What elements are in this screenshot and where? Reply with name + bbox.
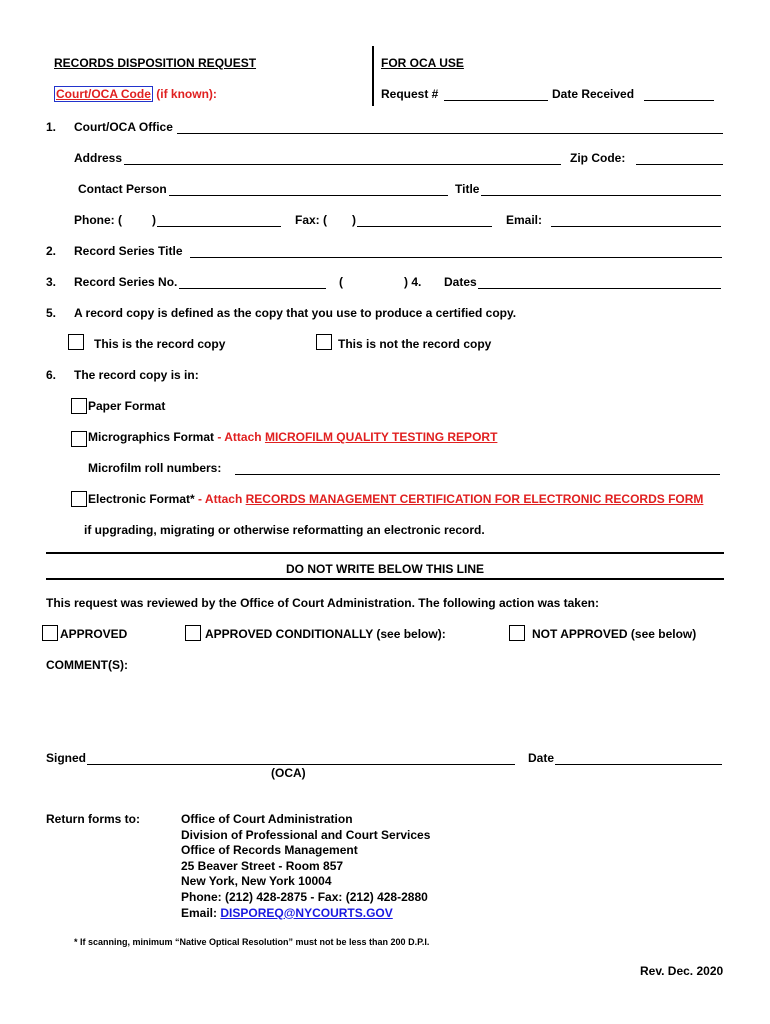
fax-close-paren: ): [352, 213, 356, 227]
do-not-write-label: DO NOT WRITE BELOW THIS LINE: [286, 562, 484, 576]
signed-date-field[interactable]: [555, 764, 722, 765]
address-field[interactable]: [124, 164, 561, 165]
roll-numbers-label: Microfilm roll numbers:: [88, 461, 222, 475]
email-field[interactable]: [551, 226, 721, 227]
micrographics-format-label: Micrographics Format: [88, 430, 215, 444]
series-title-field[interactable]: [190, 257, 722, 258]
signed-label: Signed: [46, 751, 87, 765]
form-title: RECORDS DISPOSITION REQUEST: [54, 56, 257, 70]
oca-use-label: FOR OCA USE: [381, 56, 464, 70]
not-record-copy-label: This is not the record copy: [338, 337, 492, 351]
attach-label-2: - Attach: [198, 492, 243, 506]
copy-in-label: The record copy is in:: [74, 368, 199, 382]
request-number-label: Request #: [381, 87, 439, 101]
date-received-label: Date Received: [552, 87, 635, 101]
electronic-records-form-link[interactable]: RECORDS MANAGEMENT CERTIFICATION FOR ELECTRONIC RECORDS FORM: [245, 492, 704, 506]
fax-label: Fax: (: [295, 213, 328, 227]
reviewed-text: This request was reviewed by the Office of Court Administration. The following action was taken:: [46, 596, 599, 610]
attach-label: - Attach: [217, 430, 262, 444]
paper-format-checkbox[interactable]: [71, 398, 87, 414]
request-number-field[interactable]: [444, 100, 548, 101]
approved-conditionally-checkbox[interactable]: [185, 625, 201, 641]
phone-field[interactable]: [157, 226, 281, 227]
address-line: New York, New York 10004: [181, 874, 332, 889]
email-line: [181, 906, 430, 922]
not-approved-checkbox[interactable]: [509, 625, 525, 641]
zip-field[interactable]: [636, 164, 723, 165]
address-line: Phone: (212) 428-2875 - Fax: (212) 428-2880: [181, 889, 428, 904]
scanning-footnote: * If scanning, minimum “Native Optical Resolution” must not be less than 200 D.P.I.: [74, 937, 430, 947]
roll-numbers-field[interactable]: [235, 474, 720, 475]
office-field[interactable]: [177, 133, 723, 134]
contact-field[interactable]: [169, 195, 448, 196]
address-label: Address: [74, 151, 123, 165]
address-line: Office of Court Administration: [181, 812, 353, 826]
if-known-label: (if known):: [156, 87, 217, 101]
office-label: Court/OCA Office: [74, 120, 173, 134]
approved-label: APPROVED: [60, 627, 128, 641]
contact-label: Contact Person: [78, 182, 167, 196]
return-email-link[interactable]: DISPOREQ@NYCOURTS.GOV: [220, 905, 393, 920]
zip-label: Zip Code:: [570, 151, 626, 165]
micrographics-format-checkbox[interactable]: [71, 431, 87, 447]
not-approved-label: NOT APPROVED (see below): [532, 627, 697, 641]
electronic-row: [88, 492, 703, 506]
return-address: [181, 812, 430, 921]
electronic-format-checkbox[interactable]: [71, 491, 87, 507]
series-no-paren-open: (: [339, 275, 343, 289]
not-record-copy-checkbox[interactable]: [316, 334, 332, 350]
paper-format-label: Paper Format: [88, 399, 166, 413]
record-copy-definition: A record copy is defined as the copy that you use to produce a certified copy.: [74, 306, 517, 320]
item-4-number: ) 4.: [404, 275, 422, 289]
header-divider: [372, 46, 374, 106]
approved-checkbox[interactable]: [42, 625, 58, 641]
micrographics-row: [88, 430, 497, 444]
upgrading-note: if upgrading, migrating or otherwise reformatting an electronic record.: [84, 523, 485, 537]
return-email-label: Email:: [181, 905, 218, 920]
address-line: Office of Records Management: [181, 843, 358, 858]
microfilm-report-link[interactable]: MICROFILM QUALITY TESTING REPORT: [264, 430, 498, 444]
phone-close-paren: ): [152, 213, 156, 227]
phone-label: Phone: (: [74, 213, 122, 227]
is-record-copy-checkbox[interactable]: [68, 334, 84, 350]
date-received-field[interactable]: [644, 100, 714, 101]
top-divider-rule: [46, 552, 724, 554]
is-record-copy-label: This is the record copy: [94, 337, 226, 351]
revision-date: Rev. Dec. 2020: [640, 964, 724, 978]
court-code-row: [54, 87, 217, 101]
signature-field[interactable]: [87, 764, 515, 765]
electronic-format-label: Electronic Format*: [88, 492, 195, 506]
series-no-field[interactable]: [179, 288, 326, 289]
dates-label: Dates: [444, 275, 477, 289]
title-field[interactable]: [481, 195, 721, 196]
item-2-number: 2.: [46, 244, 57, 258]
email-label: Email:: [506, 213, 543, 227]
comments-label: COMMENT(S):: [46, 658, 128, 672]
return-forms-label: Return forms to:: [46, 812, 140, 826]
item-1-number: 1.: [46, 120, 57, 134]
item-3-number: 3.: [46, 275, 57, 289]
bottom-divider-rule: [46, 578, 724, 580]
approved-conditionally-label: APPROVED CONDITIONALLY (see below):: [205, 627, 446, 641]
address-line: 25 Beaver Street - Room 857: [181, 858, 344, 873]
date-label: Date: [528, 751, 555, 765]
address-line: Division of Professional and Court Services: [181, 827, 431, 842]
item-6-number: 6.: [46, 368, 57, 382]
series-title-label: Record Series Title: [74, 244, 183, 258]
fax-field[interactable]: [357, 226, 492, 227]
title-label: Title: [455, 182, 480, 196]
court-code-field[interactable]: Court/OCA Code: [56, 87, 151, 101]
series-no-label: Record Series No.: [74, 275, 178, 289]
item-5-number: 5.: [46, 306, 57, 320]
dates-field[interactable]: [478, 288, 721, 289]
oca-signature-label: (OCA): [271, 766, 306, 780]
